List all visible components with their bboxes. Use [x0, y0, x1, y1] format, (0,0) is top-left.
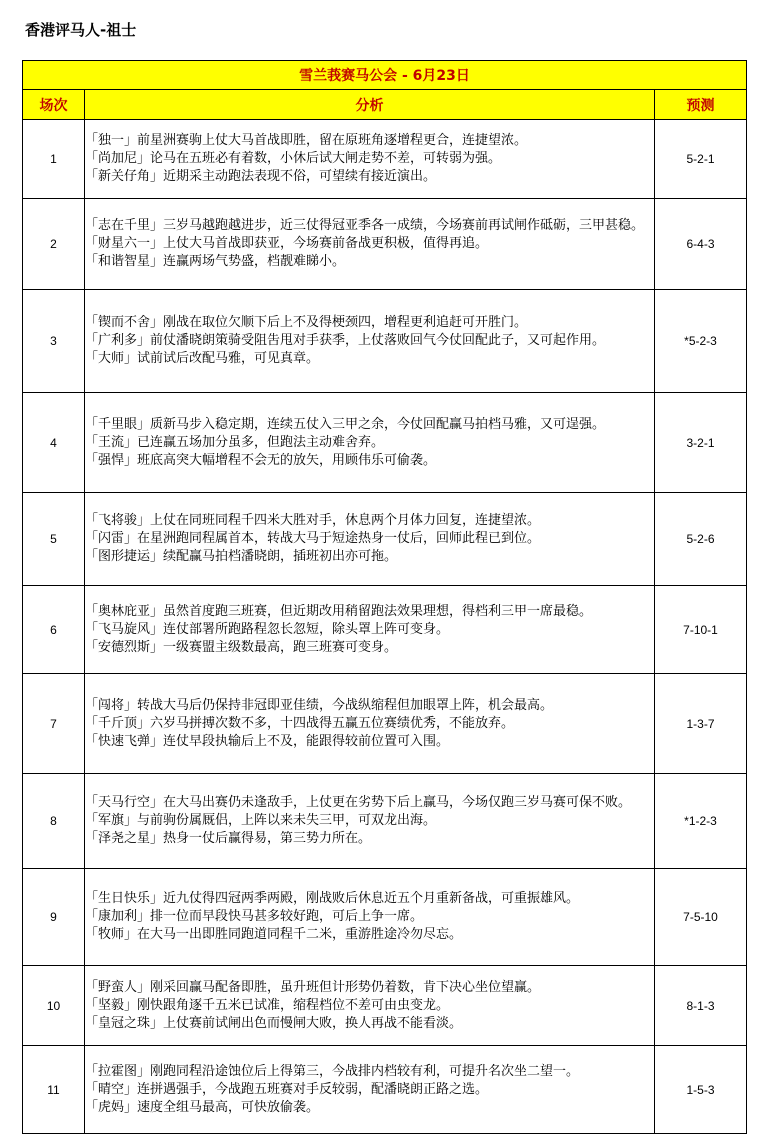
- race-number: 7: [23, 674, 85, 774]
- race-analysis: [85, 1046, 655, 1134]
- race-analysis: [85, 290, 655, 393]
- analysis-line: 「飞将骏」上仗在同班同程千四米大胜对手，休息两个月体力回复，连捷望浓。: [85, 513, 541, 528]
- race-number: 2: [23, 199, 85, 290]
- race-analysis: [85, 120, 655, 199]
- table-row: [23, 869, 747, 966]
- analysis-line: 「广利多」前仗潘晓朗策骑受阻吿甩对手获季，上仗落败回气今仗回配此子，又可起作用。: [85, 333, 606, 348]
- analysis-line: 「闯将」转战大马后仍保持非冠即亚佳绩，今战纵缩程但加眼罩上阵，机会最高。: [85, 697, 554, 713]
- analysis-line: 「千里眼」质新马步入稳定期，连续五仗入三甲之余，今仗回配赢马拍档马雅，又可逞强。: [85, 416, 606, 432]
- analysis-line: 「和谐智星」连赢两场气势盛，档靓难睇小。: [85, 254, 346, 269]
- analysis-line: 「新关仔角」近期采主动跑法表现不俗，可望续有接近演出。: [85, 169, 437, 184]
- race-prediction: 5-2-1: [655, 120, 747, 199]
- race-number: 5: [23, 493, 85, 586]
- analysis-line: 「大师」试前试后改配马雅，可见真章。: [85, 351, 320, 366]
- header-prediction: 预测: [655, 90, 747, 120]
- analysis-line: 「军旗」与前驹份属厩侣，上阵以来未失三甲，可双龙出海。: [85, 813, 437, 828]
- analysis-line: 「牧师」在大马一出即胜同跑道同程千二米，重游胜途冷勿尽忘。: [85, 927, 463, 942]
- table-row: [23, 586, 747, 674]
- analysis-line: 「天马行空」在大马出赛仍未逢敌手，上仗更在劣势下后上赢马，今场仅跑三岁马赛可保不败。: [85, 795, 632, 810]
- table-row: [23, 199, 747, 290]
- race-prediction: 1-3-7: [655, 674, 747, 774]
- table-row: [23, 966, 747, 1046]
- race-prediction: *5-2-3: [655, 290, 747, 393]
- race-prediction: 5-2-6: [655, 493, 747, 586]
- race-number: 3: [23, 290, 85, 393]
- analysis-line: 「康加利」排一位而早段快马甚多较好跑，可后上争一席。: [85, 909, 424, 924]
- race-prediction: 7-5-10: [655, 869, 747, 966]
- table-row: [23, 1046, 747, 1134]
- race-number: 1: [23, 120, 85, 199]
- analysis-line: 「强悍」班底高突大幅增程不会无的放矢，用顾伟乐可偷袭。: [85, 452, 437, 468]
- race-prediction: 3-2-1: [655, 393, 747, 493]
- race-number: 8: [23, 774, 85, 869]
- race-prediction: 6-4-3: [655, 199, 747, 290]
- race-analysis: [85, 493, 655, 586]
- race-number: 11: [23, 1046, 85, 1134]
- table-banner-row: [23, 61, 747, 90]
- header-analysis: 分析: [85, 90, 655, 120]
- analysis-line: 「王流」已连赢五场加分虽多，但跑法主动难舍弃。: [85, 434, 385, 450]
- analysis-line: 「安德烈斯」一级赛盟主级数最高，跑三班赛可变身。: [85, 639, 398, 655]
- analysis-line: 「闪雷」在星洲跑同程属首本，转战大马于短途热身一仗后，回师此程已到位。: [85, 531, 541, 546]
- race-analysis: [85, 586, 655, 674]
- analysis-line: 「拉霍图」刚跑同程沿途蚀位后上得第三，今战排内档较有利，可提升名次坐二望一。: [85, 1063, 580, 1079]
- analysis-line: 「千斤顶」六岁马拼搏次数不多，十四战得五赢五位赛绩优秀，不能放弃。: [85, 715, 515, 731]
- race-analysis: [85, 674, 655, 774]
- table-row: [23, 493, 747, 586]
- race-analysis: [85, 199, 655, 290]
- analysis-line: 「晴空」连拼遇强手，今战跑五班赛对手反较弱，配潘晓朗正路之选。: [85, 1081, 489, 1097]
- race-analysis: [85, 774, 655, 869]
- analysis-line: 「锲而不舍」刚战在取位欠顺下后上不及得梗颈四，增程更利追赶可开胜门。: [85, 315, 528, 330]
- analysis-line: 「志在千里」三岁马越跑越进步，近三仗得冠亚季各一成绩，今场赛前再试闸作砥砺，三甲甚稳。: [85, 218, 645, 233]
- race-analysis: [85, 869, 655, 966]
- analysis-line: 「奥林庇亚」虽然首度跑三班赛，但近期改用稍留跑法效果理想，得档利三甲一席最稳。: [85, 603, 593, 619]
- analysis-line: 「野蛮人」刚采回赢马配备即胜，虽升班但计形势仍着数，肯下决心坐位望赢。: [85, 979, 541, 995]
- document-title: 香港评马人-祖士: [25, 21, 137, 39]
- analysis-line: 「尚加尼」论马在五班必有着数，小休后试大闸走势不差，可转弱为强。: [85, 151, 502, 166]
- race-prediction: 7-10-1: [655, 586, 747, 674]
- race-analysis-table: [22, 60, 747, 1134]
- race-number: 9: [23, 869, 85, 966]
- analysis-line: 「生日快乐」近九仗得四冠两季两殿，刚战败后休息近五个月重新备战，可重振雄风。: [85, 891, 580, 906]
- race-number: 4: [23, 393, 85, 493]
- race-prediction: 8-1-3: [655, 966, 747, 1046]
- table-banner: 雪兰莪赛马公会 - 6月23日: [23, 61, 747, 90]
- table-row: [23, 290, 747, 393]
- table-header-row: [23, 90, 747, 120]
- table-row: [23, 674, 747, 774]
- analysis-line: 「独一」前星洲赛驹上仗大马首战即胜，留在原班角逐增程更合，连捷望浓。: [85, 133, 528, 148]
- analysis-line: 「虎妈」速度全组马最高，可快放偷袭。: [85, 1099, 320, 1115]
- analysis-line: 「皇冠之珠」上仗赛前试闸出色而慢闸大败，换人再战不能看淡。: [85, 1015, 463, 1031]
- header-race: 场次: [23, 90, 85, 120]
- analysis-line: 「飞马旋风」连仗部署所跑路程忽长忽短，除头罩上阵可变身。: [85, 621, 450, 637]
- race-number: 10: [23, 966, 85, 1046]
- race-number: 6: [23, 586, 85, 674]
- race-analysis: [85, 393, 655, 493]
- table-row: [23, 120, 747, 199]
- analysis-line: 「图形捷运」续配赢马拍档潘晓朗，插班初出亦可拖。: [85, 549, 398, 564]
- analysis-line: 「财星六一」上仗大马首战即获亚，今场赛前备战更积极，值得再追。: [85, 236, 489, 251]
- table-row: [23, 393, 747, 493]
- race-analysis: [85, 966, 655, 1046]
- analysis-line: 「坚毅」刚快跟角逐千五米已试准，缩程档位不差可由虫变龙。: [85, 997, 450, 1013]
- table-row: [23, 774, 747, 869]
- analysis-line: 「泽尧之星」热身一仗后赢得易，第三势力所在。: [85, 831, 372, 846]
- race-prediction: *1-2-3: [655, 774, 747, 869]
- race-prediction: 1-5-3: [655, 1046, 747, 1134]
- analysis-line: 「快速飞弹」连仗早段执输后上不及，能跟得较前位置可入围。: [85, 733, 450, 749]
